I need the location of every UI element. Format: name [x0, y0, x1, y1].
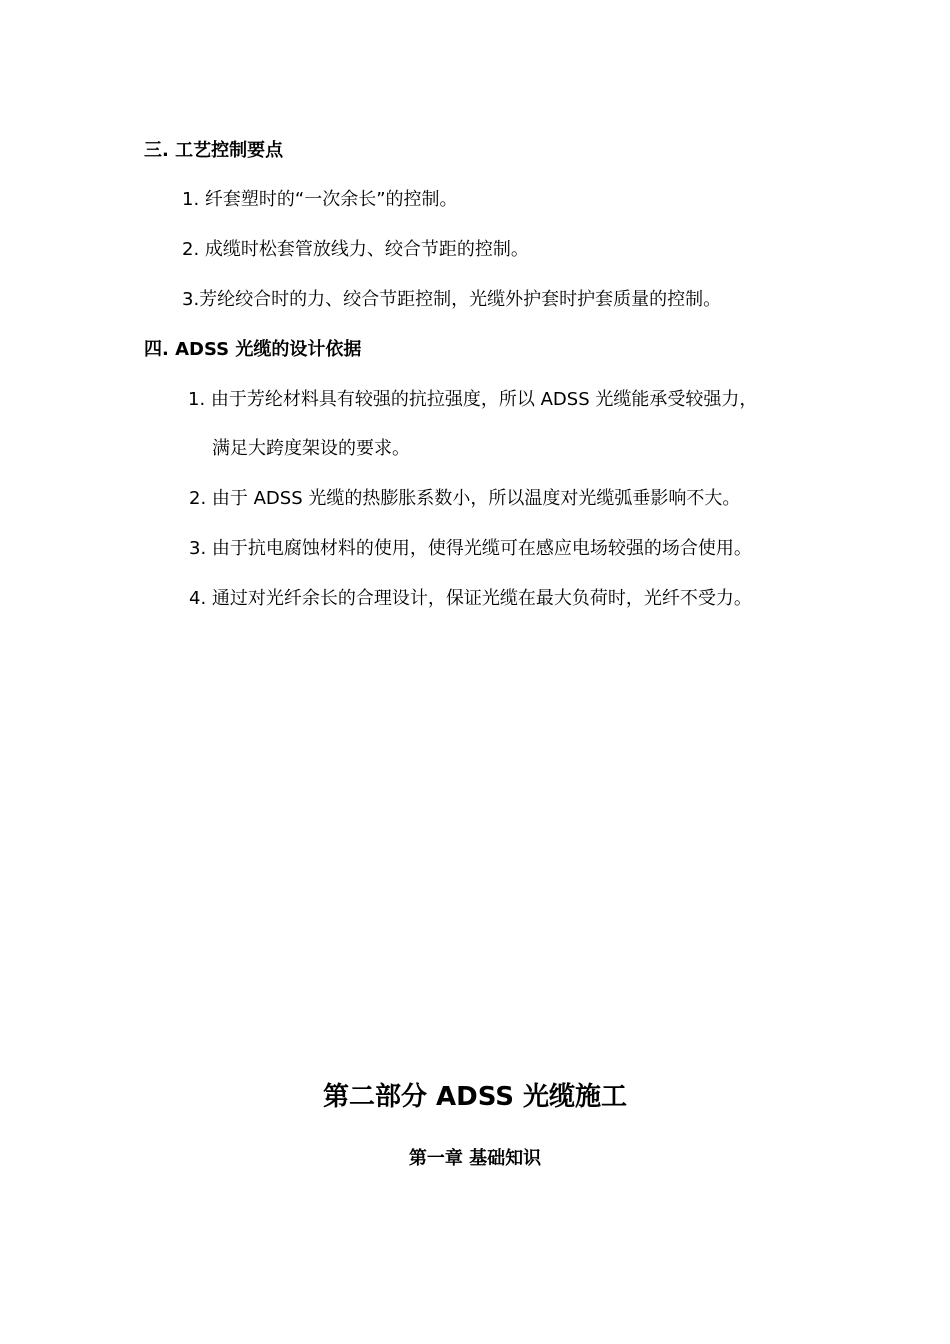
list-item-continuation: 满足大跨度架设的要求。 [212, 438, 410, 459]
list-item: 1. 由于芳纶材料具有较强的抗拉强度，所以 ADSS 光缆能承受较强力， [188, 389, 758, 410]
list-item: 2. 成缆时松套管放线力、绞合节距的控制。 [182, 239, 529, 260]
part-title: 第二部分 ADSS 光缆施工 [322, 1082, 628, 1112]
list-item: 4. 通过对光纤余长的合理设计，保证光缆在最大负荷时，光纤不受力。 [189, 588, 752, 609]
chapter-title: 第一章 基础知识 [408, 1148, 542, 1169]
section-heading-design-basis: 四. ADSS 光缆的设计依据 [144, 339, 362, 360]
section-heading-process-control: 三. 工艺控制要点 [144, 140, 284, 161]
list-item: 3. 由于抗电腐蚀材料的使用，使得光缆可在感应电场较强的场合使用。 [189, 538, 752, 559]
list-item: 1. 纤套塑时的“一次余长”的控制。 [182, 189, 458, 210]
list-item: 3.芳纶绞合时的力、绞合节距控制，光缆外护套时护套质量的控制。 [182, 289, 722, 310]
list-item: 2. 由于 ADSS 光缆的热膨胀系数小，所以温度对光缆弧垂影响不大。 [189, 488, 741, 509]
